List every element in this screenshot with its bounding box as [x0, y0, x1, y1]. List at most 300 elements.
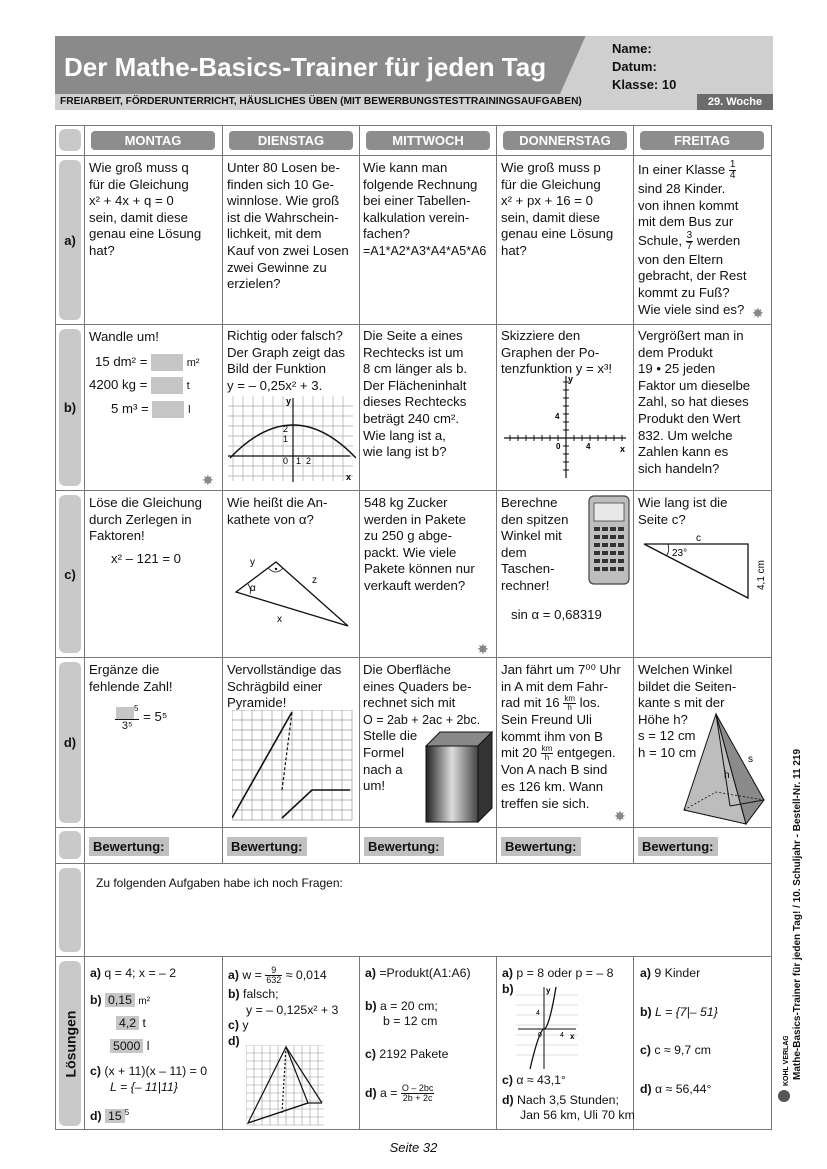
day-header-thursday: DONNERSTAG: [503, 131, 627, 150]
text-line: Die Seite a eines: [363, 328, 463, 343]
text-line: ist die Wahrschein-: [227, 209, 339, 225]
class-label: Klasse:: [612, 77, 659, 92]
task-d-tuesday: [227, 662, 341, 712]
angle-label: 23°: [672, 548, 688, 559]
sol-value: 4,2: [116, 1016, 139, 1030]
side-label-y: y: [250, 557, 255, 568]
numerator: 9: [265, 966, 282, 976]
row-divider: [55, 490, 772, 491]
text-line: eines Quaders be-: [363, 678, 472, 694]
right-triangle-figure: [638, 532, 770, 602]
task-c-tuesday: [227, 495, 327, 528]
sol-letter: c): [365, 1046, 376, 1061]
bewertung-thursday: Bewertung:: [501, 837, 581, 856]
text-line: nach a: [363, 761, 403, 777]
tick-label: 2: [306, 456, 312, 466]
sol-text: 2192 Pakete: [379, 1046, 449, 1061]
col-divider: [222, 125, 223, 863]
col-divider: [84, 125, 85, 1130]
subtitle: FREIARBEIT, FÖRDERUNTERRICHT, HÄUSLICHES ÜBEN (MIT BEWERBUNGSTESTTRAININGSAUFGABEN): [60, 96, 582, 107]
sol-text: Nach 3,5 Stunden;: [517, 1092, 619, 1107]
text-line: erzielen?: [227, 276, 281, 292]
text-line: bei einer Tabellen-: [363, 193, 471, 209]
text-line: Schrägbild einer: [227, 678, 323, 694]
row-label-bewertung: [59, 831, 81, 859]
row-label-loesungen: [59, 961, 81, 1126]
row-divider: [55, 827, 772, 828]
side-length-label: 4,1 cm: [756, 559, 767, 590]
x-axis-label: x: [620, 444, 626, 454]
task-c-thursday: [501, 495, 602, 623]
text-line: in A mit dem Fahr-: [501, 678, 608, 694]
unit-fraction: [541, 745, 554, 762]
text-line: genau eine Lösung: [501, 226, 614, 242]
solution-tuesday: [228, 966, 338, 1049]
fraction: [401, 1084, 435, 1103]
sol-letter: b): [640, 1004, 652, 1019]
answer-box[interactable]: [152, 401, 184, 418]
day-header-wednesday: MITTWOCH: [366, 131, 490, 150]
star-icon: ✸: [752, 305, 764, 321]
sol-letter: b): [90, 992, 102, 1007]
sol-letter: c): [502, 1073, 513, 1087]
text-line: Zahlen kann es: [638, 444, 729, 460]
numerator: [115, 703, 139, 720]
row-divider: [55, 324, 772, 325]
text-line: kathete von α?: [227, 511, 314, 527]
text-line: sein, damit diese: [501, 209, 600, 225]
text-line: kommt zu Fuß?: [638, 284, 730, 300]
exponent-fraction: [115, 703, 139, 732]
text-line: Taschen-: [501, 561, 555, 577]
text-line: wie lang ist b?: [363, 444, 447, 460]
sol-text: b = 12 cm: [383, 1014, 438, 1028]
text-line: fachen?: [363, 226, 410, 242]
denominator: 3⁵: [121, 719, 133, 732]
text-line: dieses Rechtecks: [363, 394, 467, 410]
unit-fraction: [563, 695, 576, 712]
header-fields: [612, 40, 676, 94]
sol-text: q = 4; x = – 2: [104, 966, 177, 980]
sol-letter: b): [365, 998, 377, 1013]
text-line: Von A nach B sind: [501, 762, 608, 778]
tick-label: 2: [283, 424, 289, 434]
text-line: Faktoren!: [89, 528, 145, 544]
sol-exponent: 5: [124, 1108, 130, 1117]
text-line: entgegen.: [556, 745, 616, 761]
sol-text: c ≈ 9,7 cm: [654, 1043, 711, 1057]
task-b-wednesday: [363, 328, 467, 461]
row-label-text: b): [63, 400, 77, 415]
text-line: Seite c?: [638, 511, 686, 527]
sol-letter: c): [640, 1043, 651, 1057]
height-label: h: [724, 770, 730, 781]
unit: t: [186, 380, 190, 393]
text-line: Wie lang ist a,: [363, 427, 446, 443]
triangle-shape: [236, 562, 348, 626]
text-line: Formel: [363, 744, 405, 760]
task-b-friday: [638, 328, 750, 477]
text-line: Bild der Funktion: [227, 361, 326, 377]
text-line: Jan fährt um 7⁰⁰ Uhr: [501, 662, 621, 677]
sol-letter: b): [502, 981, 514, 996]
cuboid-figure: [420, 728, 496, 824]
row-label-text: a): [64, 232, 76, 248]
sol-value: 0,15: [105, 993, 135, 1007]
denominator: 7: [686, 240, 693, 252]
text-line: 832. Um welche: [638, 427, 733, 443]
sol-text: 9 Kinder: [654, 966, 701, 980]
side-order-info: Mathe-Basics-Trainer für jeden Tag! / 10. Schuljahr - Bestell-Nr. 11 219: [792, 748, 803, 1080]
sol-letter: d): [90, 1109, 102, 1124]
triangle-shape: [644, 544, 748, 598]
text-line: Produkt den Wert: [638, 410, 741, 426]
text-line: lichkeit, mit dem: [227, 226, 322, 242]
sol-letter: d): [365, 1085, 377, 1100]
solution-pyramid-figure: [246, 1045, 326, 1127]
denominator: 2b + 2c: [402, 1093, 433, 1103]
sol-text: α ≈ 43,1°: [516, 1073, 566, 1087]
side-label-c: c: [696, 533, 701, 544]
text-line: Sein Freund Uli: [501, 712, 592, 728]
angle-arc: [666, 544, 669, 556]
task-d-thursday: [501, 662, 621, 812]
row-label-text: c): [64, 566, 76, 582]
text-line: es 126 km. Wann: [501, 779, 604, 794]
solution-friday: [640, 966, 718, 1097]
text-line: zwei Gewinne zu: [227, 259, 327, 275]
col-divider: [359, 956, 360, 1130]
text-line: mit dem Bus zur: [638, 214, 734, 230]
text-line: sin α = 0,68319: [511, 606, 602, 622]
task-c-monday: [89, 495, 202, 567]
text-line: rechnet sich mit: [363, 695, 456, 711]
text-line: um!: [363, 778, 385, 794]
text-line: Stelle die: [363, 728, 418, 744]
sol-letter: a): [502, 966, 513, 980]
text-line: werden in Pakete: [364, 511, 466, 527]
sol-letter: a): [365, 966, 376, 980]
text-line: für die Gleichung: [89, 176, 189, 192]
text-line: Vergrößert man in: [638, 328, 744, 343]
text-line: Faktor um dieselbe: [638, 377, 751, 393]
text-line: Vervollständige das: [227, 662, 342, 677]
sol-letter: a): [228, 967, 239, 982]
text-line: dem: [501, 544, 527, 560]
pyramid-grid-figure: [232, 710, 354, 824]
sol-text: y = – 0,125x² + 3: [246, 1002, 339, 1017]
text-line: Die Oberfläche: [363, 662, 451, 677]
text-line: finden sich 10 Ge-: [227, 176, 335, 192]
edge-label: s: [748, 754, 753, 765]
text-line: sich handeln?: [638, 460, 720, 476]
sol-text: (x + 11)(x – 11) = 0: [104, 1064, 208, 1078]
parabola-graph: [228, 396, 356, 484]
sol-text: a =: [380, 1085, 398, 1100]
publisher-logo: [776, 1036, 792, 1104]
bewertung-monday: Bewertung:: [89, 837, 169, 856]
text-line: von ihnen kommt: [638, 197, 739, 213]
text-line: sein, damit diese: [89, 209, 188, 225]
text-line: h = 10 cm: [638, 744, 697, 760]
sol-text: α ≈ 56,44°: [655, 1081, 712, 1096]
week-badge: 29. Woche: [697, 94, 773, 110]
task-a-tuesday: [227, 160, 349, 293]
text-line: =A1*A2*A3*A4*A5*A6: [363, 243, 487, 258]
star-icon: ✸: [614, 808, 626, 824]
solution-wednesday: [365, 966, 471, 1103]
text-line: In einer Klasse: [638, 161, 726, 177]
tick-label: 1: [283, 434, 289, 444]
text-line: mit 20: [501, 745, 537, 761]
solution-thursday-lower: [502, 1073, 635, 1124]
angle-label-alpha: α: [250, 583, 256, 594]
text-line: x² + 4x + q = 0: [89, 193, 174, 209]
numerator: 3: [686, 229, 693, 241]
tick-label: 4: [586, 442, 591, 451]
text-line: für die Gleichung: [501, 176, 601, 192]
text-line: winnlose. Wie groß: [227, 193, 340, 209]
cubic-curve: [530, 987, 556, 1069]
numerator: 1: [729, 159, 736, 170]
numerator: km: [564, 694, 575, 704]
text-line: dem Produkt: [638, 344, 713, 360]
row-divider: [55, 155, 772, 156]
y-axis-label: y: [568, 374, 574, 384]
row-label-header: [59, 129, 81, 151]
text-line: s = 12 cm: [638, 728, 696, 744]
solution-cubic-graph: [516, 985, 580, 1071]
conversion-left: 5 m³ =: [111, 400, 149, 416]
bewertung-friday: Bewertung:: [638, 837, 718, 856]
task-a-thursday: [501, 160, 613, 260]
questions-prompt: Zu folgenden Aufgaben habe ich noch Fragen:: [96, 876, 343, 890]
text-line: O = 2ab + 2ac + 2bc.: [363, 712, 481, 727]
text-line: Winkel mit: [501, 528, 562, 544]
sol-unit: m²: [138, 995, 151, 1007]
unit: l: [188, 403, 191, 416]
sol-letter: d): [228, 1033, 240, 1048]
sol-text: p = 8 oder p = – 8: [516, 966, 614, 980]
day-header-monday: MONTAG: [91, 131, 215, 150]
text-line: rad mit 16: [501, 695, 560, 711]
task-a-wednesday: [363, 160, 486, 260]
text-line: bildet die Seiten-: [638, 678, 737, 694]
text-line: durch Zerlegen in: [89, 511, 192, 527]
graph-grid: [232, 710, 352, 820]
answer-box[interactable]: [116, 707, 134, 719]
answer-box[interactable]: [151, 354, 183, 371]
row-divider: [55, 956, 772, 957]
sol-text: w =: [242, 967, 262, 982]
sol-value: 15: [105, 1109, 125, 1123]
task-b-monday: [89, 329, 200, 418]
text-line: hat?: [89, 242, 115, 258]
triangle-figure: [228, 548, 356, 628]
unit: m²: [186, 356, 200, 369]
row-label-questions: [59, 868, 81, 952]
sol-text: =Produkt(A1:A6): [379, 966, 471, 980]
right-angle-dot: [275, 568, 277, 570]
sol-text: L = {– 11|11}: [110, 1079, 178, 1094]
answer-box[interactable]: [151, 377, 183, 394]
graph-grid: [246, 1045, 324, 1125]
sol-letter: d): [502, 1092, 514, 1107]
fraction: [729, 160, 737, 181]
side-label-x: x: [277, 614, 282, 625]
numerator: km: [541, 744, 553, 754]
text-line: 548 kg Zucker: [364, 495, 448, 510]
row-label-text: d): [63, 735, 77, 750]
task-a-monday: [89, 160, 201, 260]
sol-text: a = 20 cm;: [380, 998, 438, 1013]
fraction: [686, 231, 694, 252]
text-line: zu 250 g abge-: [364, 528, 452, 544]
row-divider: [55, 657, 772, 658]
col-divider: [222, 956, 223, 1130]
text-line: werden: [696, 232, 741, 248]
text-line: Ergänze die: [89, 662, 160, 677]
cuboid-side: [478, 732, 492, 822]
sol-letter: a): [90, 966, 101, 980]
text-line: Wie groß muss q: [89, 160, 189, 175]
text-line: Wie viele sind es?: [638, 301, 745, 317]
conversion-left: 4200 kg =: [89, 377, 148, 393]
text-line: kante s mit der: [638, 695, 725, 711]
tick-label: 0: [538, 1032, 542, 1039]
text-line: Schule,: [638, 232, 682, 248]
text-line: treffen sie sich.: [501, 795, 590, 811]
denominator: 632: [266, 975, 282, 985]
name-label: Name:: [612, 41, 652, 56]
text-line: Rechtecks ist um: [363, 344, 464, 360]
col-divider: [496, 956, 497, 1130]
sol-letter: a): [640, 966, 651, 980]
y-axis-label: y: [286, 396, 292, 406]
row-label-c: [59, 495, 81, 653]
text-line: Wie groß muss p: [501, 160, 601, 175]
solution-monday: [90, 966, 207, 1125]
tick-label: 0: [556, 442, 561, 451]
text-line: Richtig oder falsch?: [227, 328, 343, 343]
equation-rhs: = 5⁵: [143, 709, 168, 725]
cuboid-front: [426, 746, 478, 822]
text-line: Kauf von zwei Losen: [227, 242, 349, 258]
text-line: Pyramide!: [227, 695, 287, 711]
bewertung-tuesday: Bewertung:: [227, 837, 307, 856]
text-line: Skizziere den: [501, 328, 581, 343]
text-line: von den Eltern: [638, 251, 724, 267]
row-divider: [55, 863, 772, 864]
col-divider: [359, 125, 360, 863]
task-c-friday: [638, 495, 727, 528]
text-line: verkauft werden?: [364, 577, 466, 593]
text-line: Berechne: [501, 495, 558, 510]
text-line: Zahl, so hat dieses: [638, 394, 749, 410]
tick-label: 1: [296, 456, 302, 466]
numerator: O – 2bc: [401, 1083, 434, 1093]
sol-value: 5000: [110, 1039, 143, 1053]
text-line: Der Flächeninhalt: [363, 377, 467, 393]
text-line: Pakete können nur: [364, 561, 475, 577]
text-line: beträgt 240 cm².: [363, 410, 460, 426]
calculator-icon: [588, 495, 630, 585]
sol-text: y: [242, 1018, 249, 1032]
text-line: packt. Wie viele: [364, 544, 457, 560]
text-line: Wie kann man: [363, 160, 448, 175]
task-b-thursday: [501, 328, 612, 378]
calculator-screen: [594, 503, 624, 521]
text-line: rechner!: [501, 577, 550, 593]
sol-text: L = {7|– 51}: [655, 1004, 718, 1019]
denominator: h: [567, 703, 572, 713]
class-value: 10: [661, 77, 677, 92]
text-line: gebracht, der Rest: [638, 268, 747, 284]
publisher-name: KOHL VERLAG: [783, 1036, 790, 1086]
task-a-friday: [638, 160, 747, 318]
sol-text: ≈ 0,014: [285, 967, 327, 982]
x-axis-label: x: [570, 1032, 575, 1041]
tick-label: 4: [555, 412, 560, 421]
sol-text: Jan 56 km, Uli 70 km: [520, 1108, 635, 1122]
text-line: Höhe h?: [638, 711, 688, 727]
task-c-wednesday: [364, 495, 475, 595]
day-header-tuesday: DIENSTAG: [229, 131, 353, 150]
sol-unit: t: [142, 1016, 146, 1030]
text-line: x² – 121 = 0: [111, 550, 182, 566]
text-line: Unter 80 Losen be-: [227, 160, 340, 175]
text-line: sind 28 Kinder.: [638, 181, 726, 196]
text-line: x² + px + 16 = 0: [501, 193, 594, 209]
text-line: Der Graph zeigt das: [227, 344, 346, 360]
sol-letter: c): [90, 1064, 101, 1078]
text-line: Wie lang ist die: [638, 495, 728, 510]
text-line: genau eine Lösung: [89, 226, 202, 242]
col-divider: [496, 125, 497, 863]
text-line: Welchen Winkel: [638, 662, 733, 677]
sol-letter: d): [640, 1081, 652, 1096]
text-line: 19 • 25 jeden: [638, 361, 716, 377]
publisher-logo-icon: [776, 1036, 792, 1104]
row-label-b: [59, 329, 81, 486]
page-title: Der Mathe-Basics-Trainer für jeden Tag: [64, 52, 547, 82]
denominator: h: [544, 753, 550, 763]
row-label-a: [59, 160, 81, 320]
sol-letter: b): [228, 987, 240, 1001]
text-line: tenzfunktion y = x³!: [501, 361, 613, 377]
text-line: Wie heißt die An-: [227, 495, 328, 510]
row-label-d: [59, 662, 81, 823]
side-label-z: z: [312, 575, 317, 586]
task-d-monday: [89, 662, 173, 732]
fraction: [265, 966, 282, 985]
exponent: 5: [134, 704, 139, 714]
text-line: Löse die Gleichung: [89, 495, 202, 510]
bewertung-wednesday: Bewertung:: [364, 837, 444, 856]
star-icon: ✸: [477, 641, 489, 657]
text-line: 8 cm länger als b.: [363, 361, 468, 377]
text-line: y = – 0,25x² + 3.: [227, 377, 323, 393]
text-line: fehlende Zahl!: [89, 678, 173, 694]
text-line: los.: [579, 695, 601, 711]
loesungen-label: Lösungen: [62, 1010, 79, 1077]
x-axis-label: x: [346, 472, 352, 482]
y-axis-label: y: [546, 986, 551, 995]
task-b-tuesday: [227, 328, 345, 394]
tick-label: 0: [283, 456, 289, 466]
text-line: Graphen der Po-: [501, 344, 600, 360]
col-divider: [633, 125, 634, 863]
